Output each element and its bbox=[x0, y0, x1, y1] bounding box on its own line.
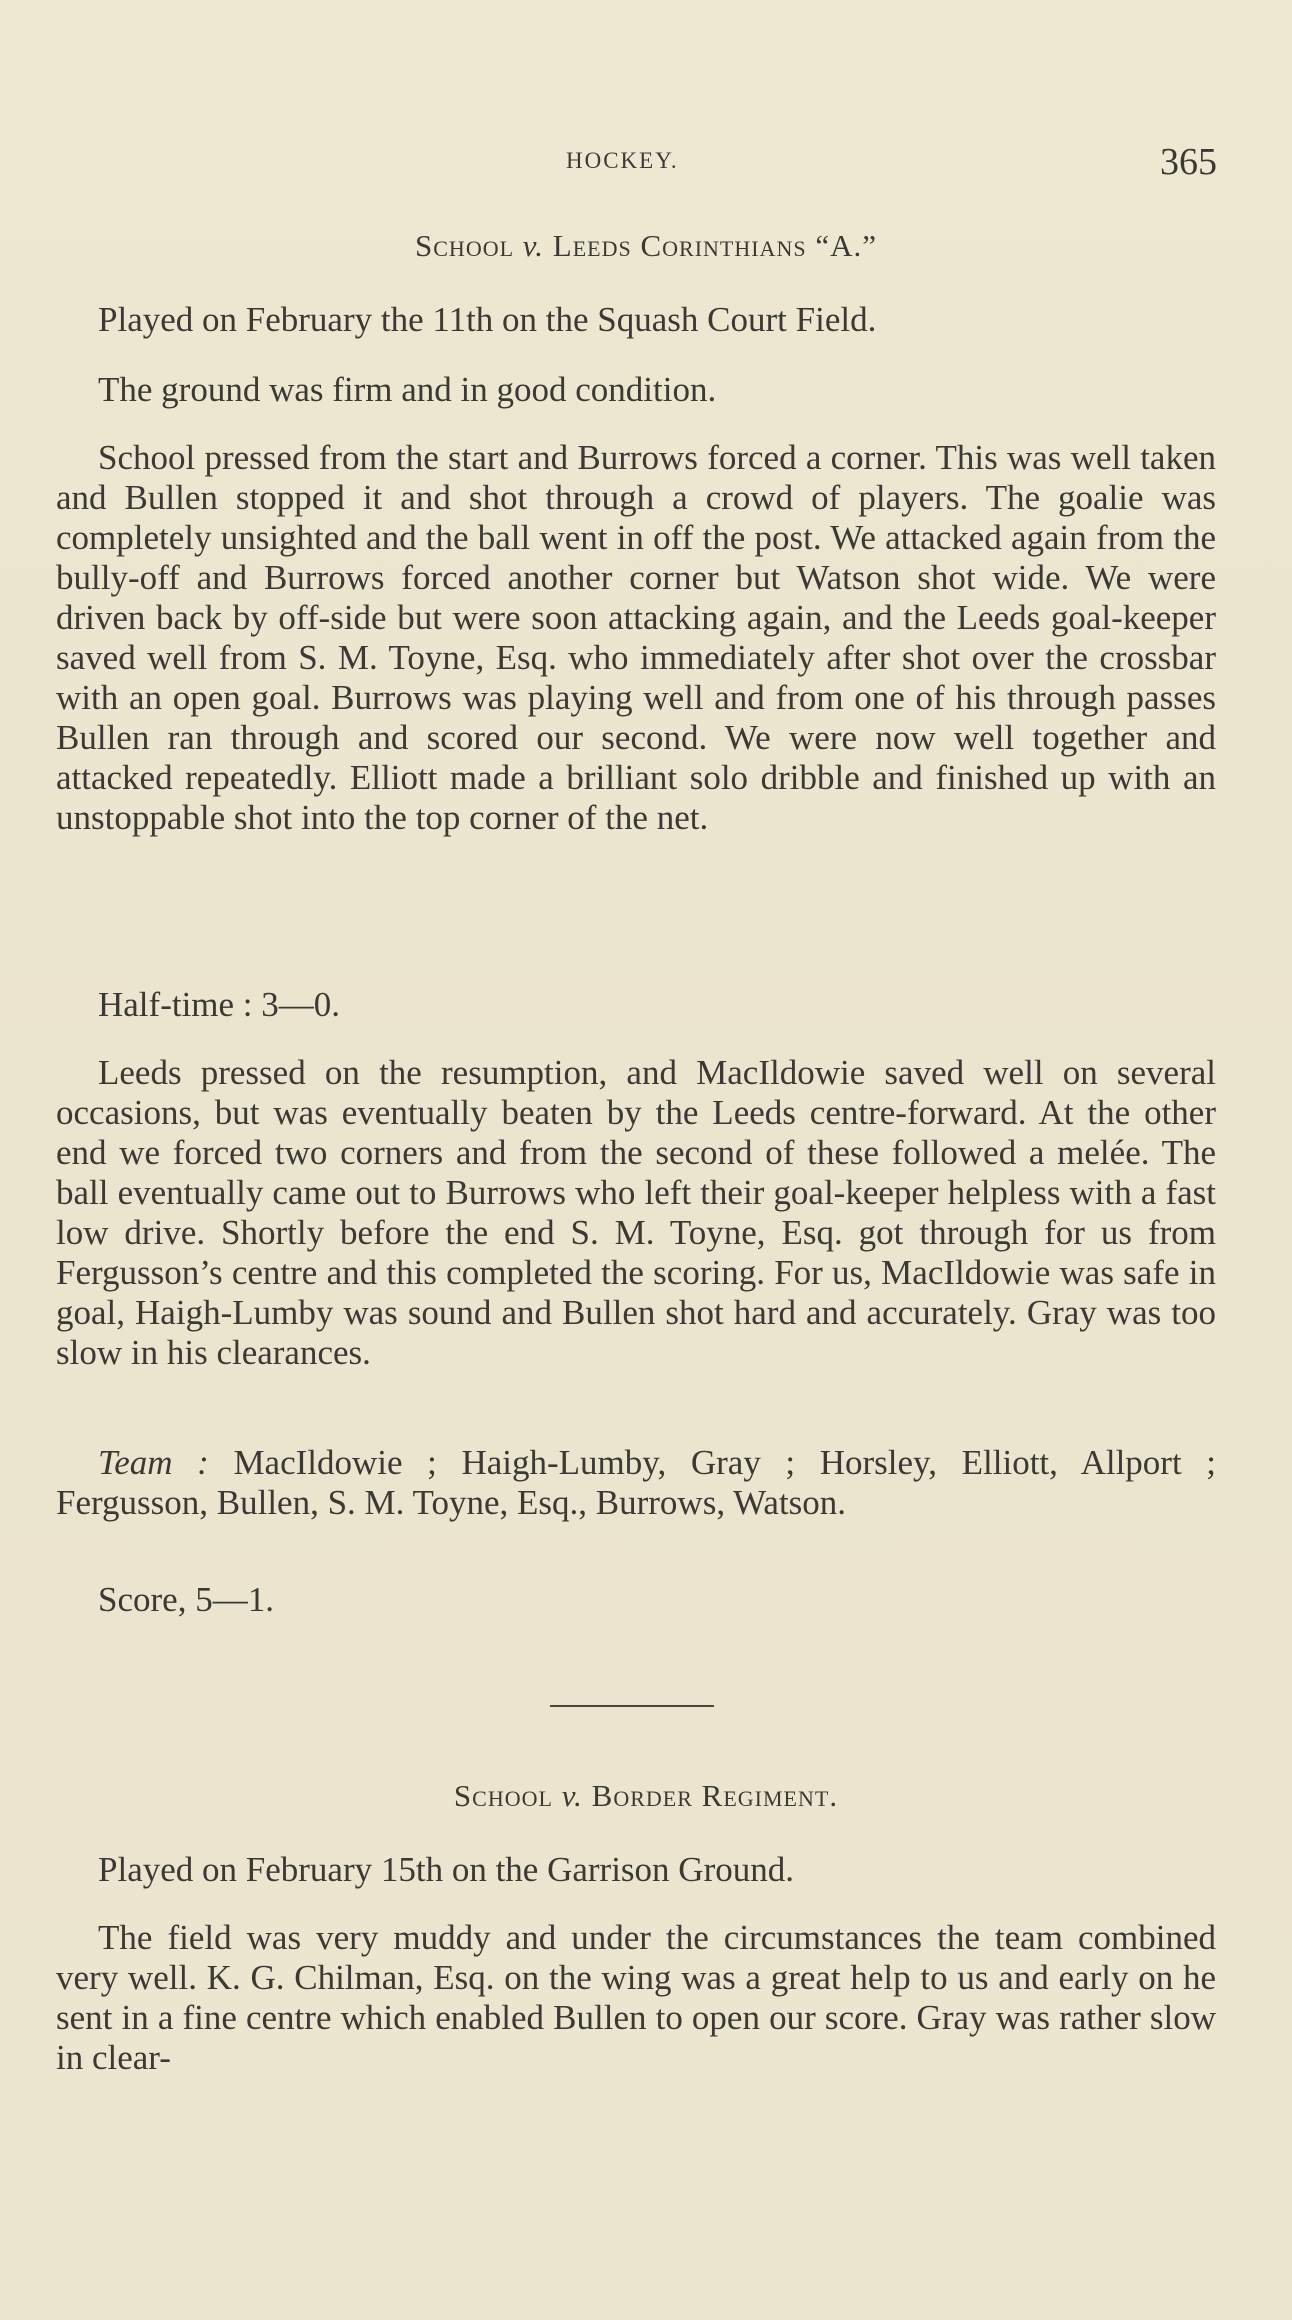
played-line-leeds: Played on February the 11th on the Squash Court Field. bbox=[98, 300, 877, 339]
match-heading-border bbox=[0, 1778, 1292, 1814]
score-line-leeds: Score, 5—1. bbox=[98, 1580, 274, 1619]
ground-line-leeds: The ground was firm and in good condition. bbox=[98, 370, 717, 409]
running-head-title: HOCKEY. bbox=[566, 148, 679, 173]
played-line-border: Played on February 15th on the Garrison Ground. bbox=[98, 1850, 794, 1889]
team-list: MacIldowie ; Haigh-Lumby, Gray ; Horsley, Elliott, Allport ; Fergusson, Bullen, S. M. Toyne, Esq., Burrows, Watson. bbox=[56, 1443, 1216, 1522]
halftime-line: Half-time : 3—0. bbox=[98, 985, 341, 1024]
running-head bbox=[0, 140, 1292, 190]
heading-versus: v. bbox=[561, 1778, 583, 1813]
heading-versus: v. bbox=[522, 228, 545, 263]
paragraph-second-half: Leeds pressed on the resumption, and MacIldowie saved well on several occasions, but was eventually beaten by the Leeds centre-forward. At the other end we forced two corners and from the second of these followed a melée. The ball eventually came out to Burrows who left their goal-keeper helpless with a fast low drive. Shortly before the end S. M. Toyne, Esq. got through for us from Fergusson’s centre and this completed the scoring. For us, MacIldowie was safe in goal, Haigh-Lumby was sound and Bullen shot hard and accurately. Gray was too slow in his clearances. bbox=[56, 1053, 1216, 1372]
heading-school: School bbox=[453, 1778, 553, 1813]
team-label: Team : bbox=[98, 1443, 209, 1482]
paragraph-border-match: The field was very muddy and under the circumstances the team combined very well. K. G. Chilman, Esq. on the wing was a great help to us and early on he sent in a fine centre which enabled Bullen to open our score. Gray was rather slow in clear- bbox=[56, 1918, 1216, 2077]
team-line bbox=[56, 1443, 1216, 1523]
page-number: 365 bbox=[1160, 141, 1217, 183]
heading-opponent: Leeds Corinthians “A.” bbox=[552, 228, 877, 263]
section-divider bbox=[550, 1705, 714, 1707]
heading-school: School bbox=[415, 228, 515, 263]
paragraph-first-half: School pressed from the start and Burrows forced a corner. This was well taken and Bullen stopped it and shot through a crowd of players. The goalie was completely unsighted and the ball went in off the post. We attacked again from the bully-off and Burrows forced another corner but Watson shot wide. We were driven back by off-side but were soon attacking again, and the Leeds goal-keeper saved well from S. M. Toyne, Esq. who immediately after shot over the crossbar with an open goal. Burrows was playing well and from one of his through passes Bullen ran through and scored our second. We were now well together and attacked repeatedly. Elliott made a brilliant solo dribble and finished up with an unstoppable shot into the top corner of the net. bbox=[56, 438, 1216, 837]
match-heading-leeds bbox=[0, 228, 1292, 264]
heading-opponent: Border Regiment. bbox=[591, 1778, 839, 1813]
